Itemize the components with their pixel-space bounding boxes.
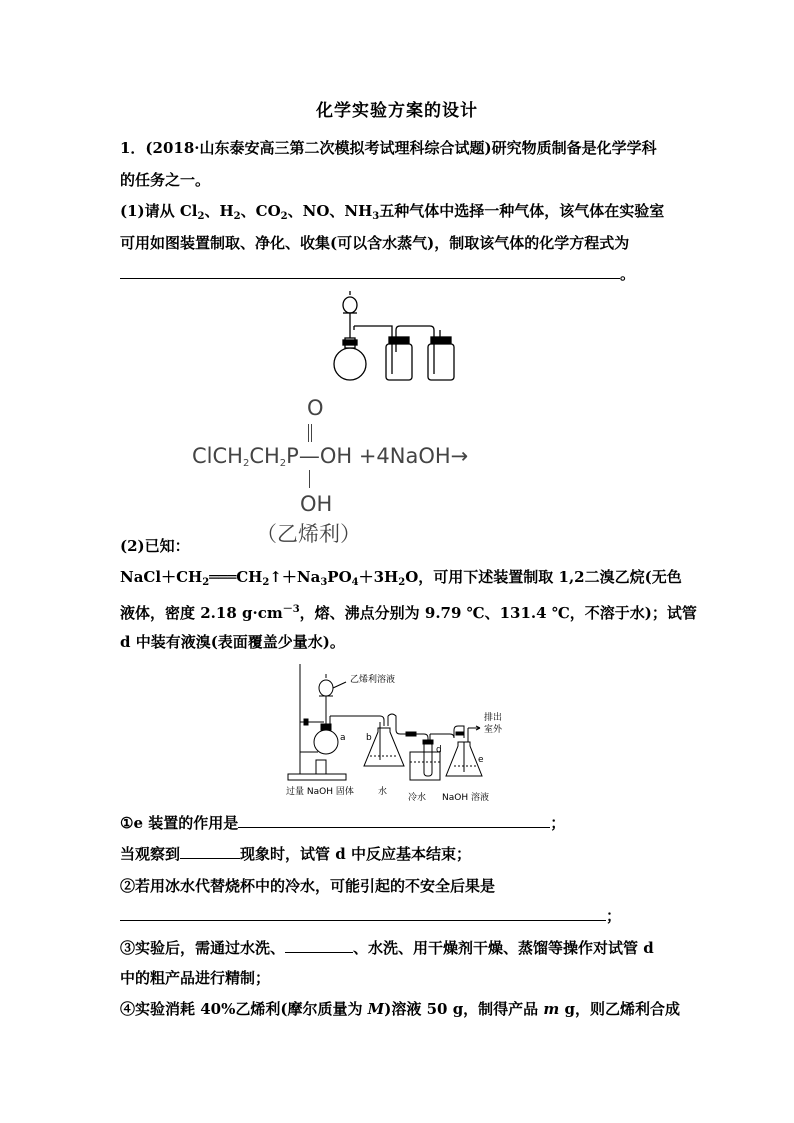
part2-label: (2)已知： [120,537,190,555]
subscript: 3 [372,211,380,222]
formula-oh-bottom: OH [300,492,333,516]
label-b: b [366,733,372,743]
label-vent2: 室外 [484,725,503,735]
var-m: m [543,1000,560,1018]
part2-line1 [120,567,682,593]
label-vent1: 排出 [484,713,503,723]
answer-blank[interactable] [180,844,240,859]
sub4-text: ④实验消耗 40%乙烯利(摩尔质量为 [120,1000,368,1018]
part1-line3 [120,264,635,284]
part2-text: O，可用下述装置制取 1,2二溴乙烷(无色 [405,568,682,586]
subscript: 4 [351,577,359,588]
subscript: 2 [279,458,287,469]
question-stem-line2: 的任务之一。 [120,171,211,189]
formula-name: （乙烯利） [256,522,361,546]
answer-blank[interactable] [120,264,620,279]
part2-text: ＋3H [358,568,399,586]
part1-text: 、CO [240,202,281,220]
part2-text: PO [327,568,352,586]
part2-line2 [120,600,697,623]
part2-text: ↑＋Na [269,568,321,586]
question-stem-line1: 1．(2018·山东泰安高三第二次模拟考试理科综合试题)研究物质制备是化学学科 [120,139,657,157]
label-reagent: 乙烯利溶液 [350,675,396,685]
sub-question-2: ②若用冰水代替烧杯中的冷水，可能引起的不安全后果是 [120,877,496,895]
subscript: 2 [233,211,241,222]
sub1-text: ①e 装置的作用是 [120,814,239,832]
formula-part: CH [249,444,280,468]
subscript: 2 [197,211,205,222]
double-bond [308,424,312,442]
sub-question-4 [120,999,680,1019]
sub4-text: )溶液 50 g，制得产品 [384,1000,544,1018]
sub3-text: 、水洗、用干燥剂干燥、蒸馏等操作对试管 d [353,939,654,957]
formula-o-top: O [307,396,324,420]
page-title: 化学实验方案的设计 [316,101,478,121]
formula-main [192,444,468,469]
apparatus-diagram-1 [330,290,466,386]
single-bond [309,470,310,488]
answer-blank[interactable] [238,813,550,828]
sub-question-2-answer [120,906,621,926]
label-cold-water: 冷水 [408,793,427,803]
part1-text: (1)请从 Cl [120,202,198,220]
superscript: －3 [282,604,300,615]
answer-blank[interactable] [285,938,353,953]
sub-question-3 [120,938,654,958]
part1-text: 、H [204,202,234,220]
label-d: d [436,745,442,755]
sub-question-3-line2: 中的粗产品进行精制； [120,969,271,987]
sub1b-text: 现象时，试管 d 中反应基本结束； [240,845,471,863]
chemical-formula [192,396,522,546]
part1-text: 、NO、NH [287,202,373,220]
sub2-end: ； [606,907,622,925]
label-naoh-solution: NaOH 溶液 [442,793,489,803]
apparatus-diagram-2 [280,660,520,806]
subscript: 3 [320,577,328,588]
part2-line3: d 中装有液溴(表面覆盖少量水)。 [120,633,345,651]
formula-part: P—OH +4NaOH→ [286,444,469,468]
period: 。 [620,265,636,283]
sub1b-text: 当观察到 [120,845,181,863]
part2-text: ，熔、沸点分别为 9.79 ℃、131.4 ℃，不溶于水)；试管 [299,604,697,622]
sub4-text: g，则乙烯利合成 [559,1000,681,1018]
label-a: a [340,733,346,743]
formula-part: ClCH [192,444,243,468]
part1-line2: 可用如图装置制取、净化、收集(可以含水蒸气)，制取该气体的化学方程式为 [120,234,630,252]
var-M: M [367,1000,385,1018]
part1-text: 五种气体中选择一种气体，该气体在实验室 [379,202,665,220]
subscript: 2 [280,211,288,222]
subscript: 2 [242,458,250,469]
label-naoh-solid: 过量 NaOH 固体 [286,787,354,797]
label-e: e [478,755,484,765]
sub-question-1 [120,813,565,833]
sub1-end: ； [550,814,566,832]
subscript: 2 [262,577,270,588]
part2-text: NaCl＋CH [120,568,203,586]
sub3-text: ③实验后，需通过水洗、 [120,939,286,957]
subscript: 2 [202,577,210,588]
part2-text: 液体，密度 2.18 g·cm [120,604,283,622]
answer-blank[interactable] [120,906,606,921]
sub-question-1b [120,844,471,864]
part1-line1 [120,201,664,227]
part2-text: ═══CH [209,568,263,586]
subscript: 2 [398,577,406,588]
label-water: 水 [378,787,388,797]
